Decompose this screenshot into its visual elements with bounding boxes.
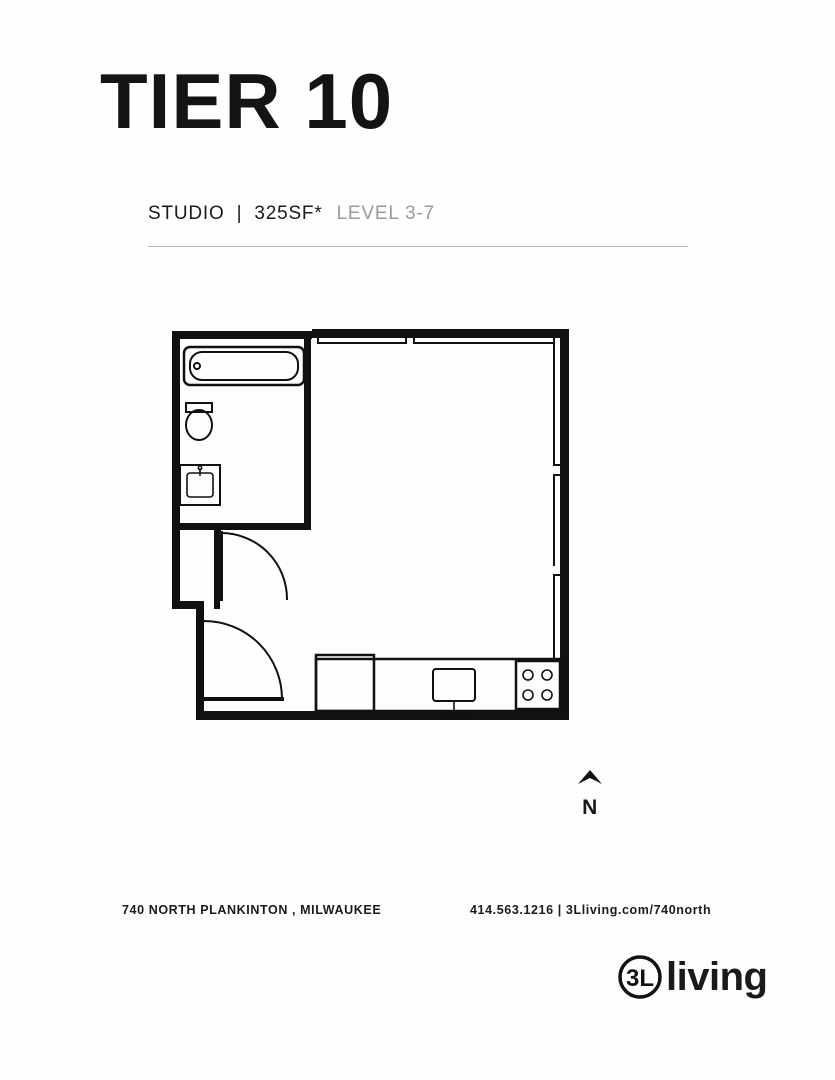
kitchen-counter: [316, 655, 561, 711]
footer-contact[interactable]: 414.563.1216 | 3Lliving.com/740north: [470, 903, 712, 917]
floorplan-drawing: [168, 325, 588, 750]
unit-level-label: LEVEL 3-7: [336, 203, 435, 224]
north-indicator: [568, 768, 612, 818]
vanity-sink-fixture: [180, 465, 220, 505]
page-title: TIER 10: [100, 57, 394, 145]
north-arrow-icon: [568, 768, 612, 790]
3l-logo-icon: [618, 955, 662, 999]
entry-door: [204, 621, 282, 699]
bathroom-door: [221, 533, 287, 599]
north-label: N: [582, 796, 598, 819]
header-divider: [148, 246, 688, 247]
unit-summary: [148, 203, 435, 225]
unit-area-label: 325SF*: [254, 203, 323, 224]
bathtub-fixture: [184, 347, 304, 385]
cooktop-fixture: [516, 661, 560, 709]
footer-address: 740 NORTH PLANKINTON , MILWAUKEE: [122, 903, 382, 917]
brand-logo: [618, 955, 767, 999]
toilet-fixture: [186, 403, 212, 440]
summary-separator: |: [236, 203, 243, 224]
kitchen-sink-fixture: [433, 669, 475, 716]
svg-text:3L: 3L: [625, 965, 655, 992]
unit-type-label: STUDIO: [148, 203, 225, 224]
refrigerator: [316, 655, 374, 711]
logo-wordmark: living: [666, 955, 768, 999]
